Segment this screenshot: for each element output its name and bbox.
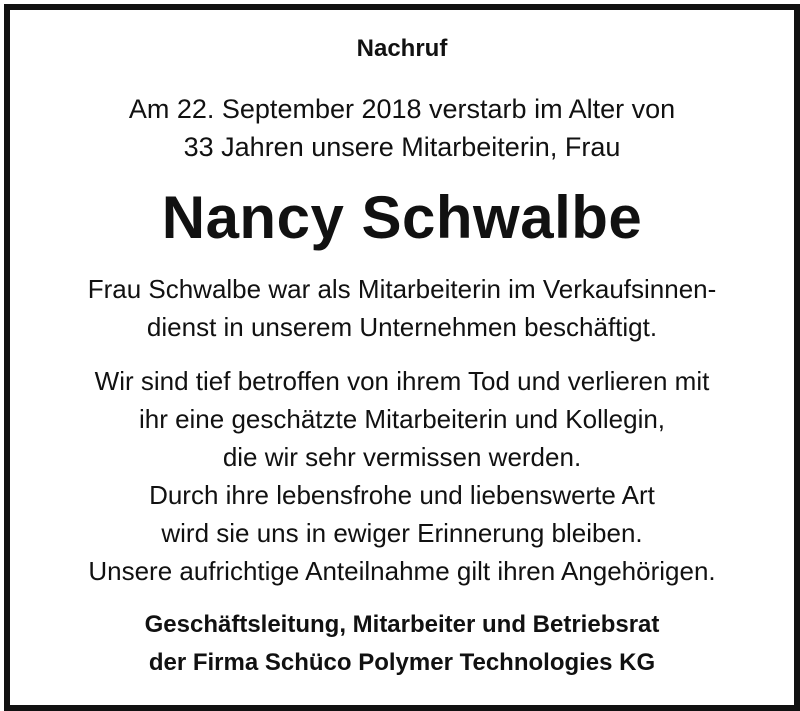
tribute-line: Wir sind tief betroffen von ihrem Tod und verlieren mit	[94, 366, 710, 396]
signature-block	[10, 606, 794, 682]
role-text	[10, 270, 794, 346]
role-line: dienst in unserem Unternehmen beschäftigt.	[146, 312, 658, 342]
tribute-text	[10, 362, 794, 590]
tribute-line: ihr eine geschätzte Mitarbeiterin und Kollegin,	[138, 404, 666, 434]
tribute-line: wird sie uns in ewiger Erinnerung bleiben.	[161, 518, 643, 548]
deceased-name: Nancy Schwalbe	[161, 184, 643, 251]
signature-line: Geschäftsleitung, Mitarbeiter und Betriebsrat	[144, 611, 660, 638]
intro-line: Am 22. September 2018 verstarb im Alter von	[128, 94, 676, 124]
intro-text	[10, 90, 794, 166]
tribute-line: die wir sehr vermissen werden.	[222, 442, 582, 472]
signature-line: der Firma Schüco Polymer Technologies KG	[148, 649, 656, 676]
obituary-frame	[4, 4, 800, 711]
tribute-line: Durch ihre lebensfrohe und liebenswerte Art	[149, 480, 655, 510]
tribute-line: Unsere aufrichtige Anteilnahme gilt ihren Angehörigen.	[88, 556, 716, 586]
role-line: Frau Schwalbe war als Mitarbeiterin im Verkaufsinnen-	[87, 274, 717, 304]
intro-line: 33 Jahren unsere Mitarbeiterin, Frau	[183, 132, 621, 162]
obituary-heading: Nachruf	[356, 35, 448, 62]
